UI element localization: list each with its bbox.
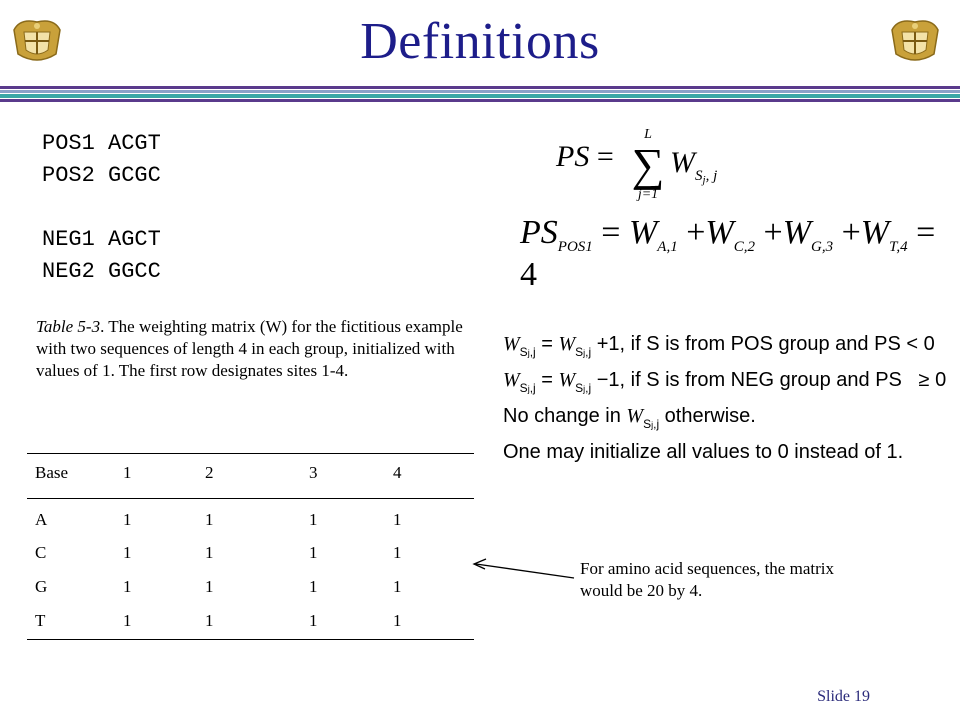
sequence-value: GGCC [108, 259, 161, 284]
row-value: 1 [309, 543, 318, 562]
w-subscript-tail: , j [705, 168, 718, 184]
row-value: 1 [205, 510, 214, 529]
sum-lower-limit: j=1 [637, 187, 659, 202]
row-base: T [35, 611, 46, 630]
ps-sum-formula [556, 140, 614, 174]
row-base: C [35, 543, 47, 562]
weight-matrix-table [27, 453, 474, 643]
sequence-name: NEG2 [42, 259, 95, 284]
sum-symbol [628, 128, 668, 202]
w-subscript: S [695, 168, 703, 184]
sequence-pos1 [42, 128, 161, 160]
table-header-site1: 1 [123, 463, 132, 482]
example-term-1-subscript: A,1 [657, 239, 678, 255]
sequence-name: POS2 [42, 163, 95, 188]
table-header-base: Base [35, 463, 69, 482]
sequence-value: GCGC [108, 163, 161, 188]
amino-acid-note: For amino acid sequences, the matrix would be 20 by 4. [580, 559, 834, 600]
slide-number: Slide 19 [817, 688, 870, 705]
row-value: 1 [205, 577, 214, 596]
update-rule-otherwise: No change in $W_{Sj,j}$ otherwise. [503, 405, 756, 431]
row-value: 1 [309, 611, 318, 630]
sequence-value: AGCT [108, 227, 161, 252]
sequence-value: ACGT [108, 131, 161, 156]
table-caption [36, 316, 496, 382]
row-value: 1 [393, 543, 402, 562]
table-header-site2: 2 [205, 463, 214, 482]
row-value: 1 [309, 510, 318, 529]
row-value: 1 [123, 611, 132, 630]
table-header-site3: 3 [309, 463, 318, 482]
formula-equals: = [596, 140, 614, 173]
rule-text: , if S is from POS group and PS < 0 [619, 333, 935, 355]
caption-text: . The weighting matrix (W) for the fictitious example with two sequences of length 4 in each group, initialized with values of 1. The first row designates sites 1-4. [36, 317, 463, 380]
row-value: 1 [205, 543, 214, 562]
row-base: G [35, 577, 48, 596]
row-value: 1 [123, 543, 132, 562]
example-lhs: PS [520, 214, 558, 251]
row-value: 1 [123, 577, 132, 596]
rule-op: −1 [596, 369, 620, 391]
row-value: 1 [123, 510, 132, 529]
update-rule-neg: $W_{Sj,j} = W_{Sj,j} -1$, if S is from NEG group and PS ≥ 0 [503, 369, 947, 395]
sequence-neg2 [42, 256, 161, 288]
example-result: 4 [520, 256, 537, 293]
sigma-glyph: ∑ [631, 139, 665, 190]
row-value: 1 [309, 577, 318, 596]
sequence-name: POS1 [42, 131, 95, 156]
rule-prefix: No change in [503, 405, 627, 427]
row-value: 1 [205, 611, 214, 630]
initialization-note: One may initialize all values to 0 instead of 1. [503, 441, 904, 463]
row-value: 1 [393, 577, 402, 596]
formula-lhs: PS [556, 140, 590, 173]
caption-label: Table 5-3 [36, 317, 101, 336]
example-term-2-subscript: C,2 [733, 239, 755, 255]
rule-op: +1 [596, 333, 620, 355]
table-header-site4: 4 [393, 463, 402, 482]
rule-text: , if S is from NEG group and PS ≥ 0 [619, 369, 947, 391]
pointer-arrow [470, 556, 580, 586]
sum-term [670, 146, 717, 186]
sequence-neg1 [42, 224, 161, 256]
row-base: A [35, 510, 48, 529]
ps-example-formula: $PS_{POS1} = W_{A,1} +W_{C,2} +W_{G,3} +W_{T,4} = 4$ [520, 214, 936, 293]
header-divider [0, 86, 960, 106]
example-term-4-subscript: T,4 [889, 239, 908, 255]
sum-upper-limit: L [644, 127, 652, 142]
row-value: 1 [393, 611, 402, 630]
update-rule-pos: $W_{Sj,j} = W_{Sj,j} +1$, if S is from POS group and PS < 0 [503, 333, 935, 359]
row-value: 1 [393, 510, 402, 529]
example-lhs-subscript: POS1 [557, 239, 593, 255]
sequence-name: NEG1 [42, 227, 95, 252]
w-subsubscript: j [702, 174, 706, 186]
sequence-pos2 [42, 160, 161, 192]
w-symbol: W [670, 146, 695, 179]
rule-suffix: otherwise. [659, 405, 756, 427]
example-term-3-subscript: G,3 [811, 239, 834, 255]
slide-title: Definitions [360, 13, 600, 70]
